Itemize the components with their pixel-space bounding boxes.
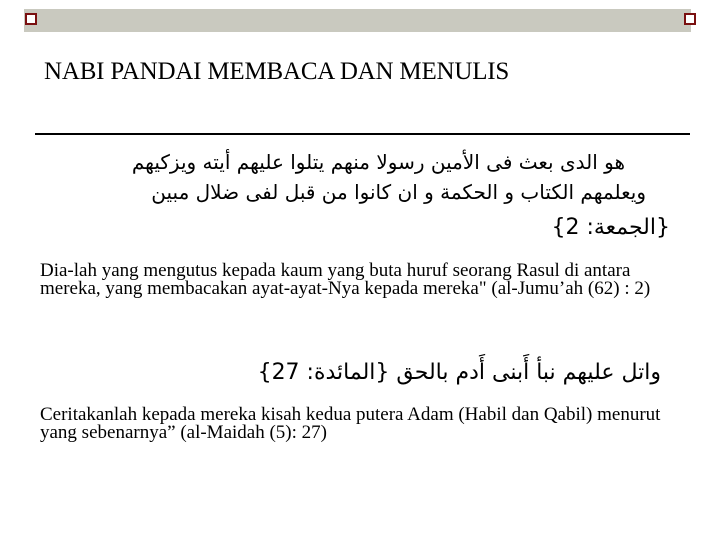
arabic-verse-1-line-2: ويعلمهم الكتاب و الحكمة و ان كانوا من قبل لفى ضلال مبين <box>151 180 646 204</box>
arabic-verse-1-reference: {الجمعة: 2} <box>551 215 670 240</box>
title-divider <box>35 133 690 135</box>
translation-1: Dia-lah yang mengutus kepada kaum yang buta huruf seorang Rasul di antara mereka, yang membacakan ayat-ayat-Nya kepada mereka" (al-Jumu’ah (62) : 2) <box>40 260 651 299</box>
arabic-verse-2: واتل عليهم نبأ أَبنى أَدم بالحق {المائدة: 27} <box>257 360 661 385</box>
square-bullet-right-icon <box>684 13 696 25</box>
square-bullet-left-icon <box>25 13 37 25</box>
arabic-verse-1-line-1: هو الدى بعث فى الأمين رسولا منهم يتلوا عليهم أيته ويزكيهم <box>131 150 625 174</box>
slide-title: NABI PANDAI MEMBACA DAN MENULIS <box>44 58 510 85</box>
translation-2: Ceritakanlah kepada mereka kisah kedua putera Adam (Habil dan Qabil) menurut yang sebenarnya” (al-Maidah (5): 27) <box>40 404 661 443</box>
top-bar <box>24 9 691 32</box>
